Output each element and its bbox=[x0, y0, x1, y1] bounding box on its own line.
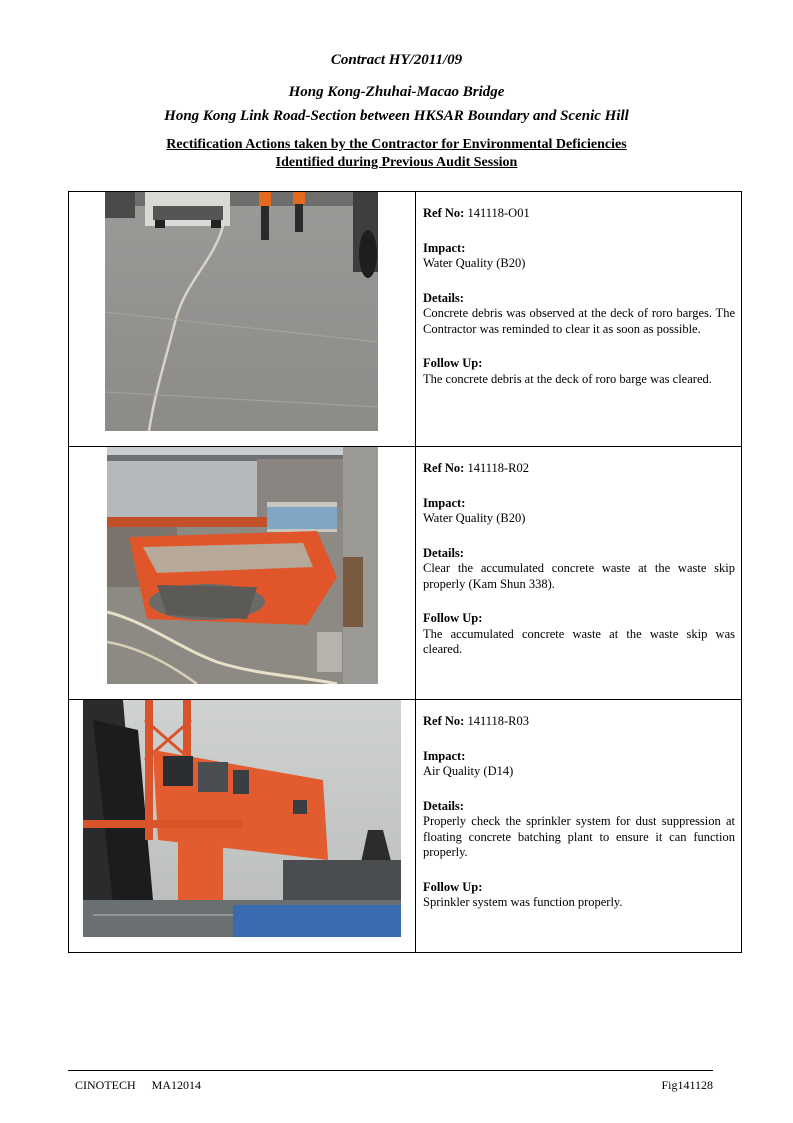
ref-line bbox=[423, 206, 735, 222]
follow-up-text: The accumulated concrete waste at the waste skip was cleared. bbox=[423, 626, 735, 656]
details-label: Details: bbox=[423, 290, 464, 305]
details-text: Properly check the sprinkler system for dust suppression at floating concrete batching plant to ensure it can function properly. bbox=[423, 814, 735, 859]
ref-label: Ref No: bbox=[423, 206, 465, 220]
details-label: Details: bbox=[423, 545, 464, 560]
table-row bbox=[69, 700, 742, 953]
impact-value: Air Quality (D14) bbox=[423, 764, 514, 778]
footer-divider bbox=[68, 1070, 713, 1071]
details-cell bbox=[416, 192, 742, 447]
footer-figure-number: Fig141128 bbox=[661, 1078, 713, 1092]
follow-up-label: Follow Up: bbox=[423, 356, 483, 370]
impact-value: Water Quality (B20) bbox=[423, 256, 526, 270]
ref-line bbox=[423, 714, 735, 730]
footer-left bbox=[75, 1078, 201, 1093]
follow-up-label: Follow Up: bbox=[423, 611, 483, 625]
ref-label: Ref No: bbox=[423, 714, 465, 728]
waste-skip-and-wheelbarrow-photo bbox=[107, 447, 378, 684]
contract-number: Contract HY/2011/09 bbox=[330, 52, 463, 68]
deck-with-concrete-debris-photo bbox=[105, 192, 378, 431]
document-title-line-2: Identified during Previous Audit Session bbox=[275, 155, 518, 170]
section-title: Hong Kong Link Road-Section between HKSAR Boundary and Scenic Hill bbox=[164, 108, 629, 124]
document-title-line-1: Rectification Actions taken by the Contractor for Environmental Deficiencies bbox=[166, 137, 627, 152]
follow-up-text: The concrete debris at the deck of roro barge was cleared. bbox=[423, 371, 712, 386]
details-cell bbox=[416, 700, 742, 953]
table-row bbox=[69, 447, 742, 700]
details-text: Clear the accumulated concrete waste at the waste skip properly (Kam Shun 338). bbox=[423, 561, 735, 591]
impact-label: Impact: bbox=[423, 495, 466, 510]
impact-value: Water Quality (B20) bbox=[423, 511, 526, 525]
impact-label: Impact: bbox=[423, 748, 466, 763]
table-row bbox=[69, 192, 742, 447]
ref-number: 141118-O01 bbox=[467, 206, 530, 220]
batching-plant-sprinkler-photo bbox=[83, 700, 401, 937]
footer-company: CINOTECH bbox=[75, 1078, 136, 1092]
project-title: Hong Kong-Zhuhai-Macao Bridge bbox=[288, 84, 505, 100]
photo-cell bbox=[69, 192, 416, 447]
ref-line bbox=[423, 461, 735, 477]
details-text: Concrete debris was observed at the deck of roro barges. The Contractor was reminded to clear it as soon as possible. bbox=[423, 306, 735, 336]
details-cell bbox=[416, 447, 742, 700]
ref-label: Ref No: bbox=[423, 461, 465, 475]
details-label: Details: bbox=[423, 798, 464, 813]
ref-number: 141118-R03 bbox=[467, 714, 530, 728]
follow-up-label: Follow Up: bbox=[423, 879, 483, 894]
photo-cell bbox=[69, 447, 416, 700]
photo-cell bbox=[69, 700, 416, 953]
impact-label: Impact: bbox=[423, 240, 466, 255]
ref-number: 141118-R02 bbox=[467, 461, 530, 475]
rectification-table bbox=[68, 191, 742, 953]
footer-doc-ref: MA12014 bbox=[151, 1078, 202, 1092]
follow-up-text: Sprinkler system was function properly. bbox=[423, 895, 623, 909]
